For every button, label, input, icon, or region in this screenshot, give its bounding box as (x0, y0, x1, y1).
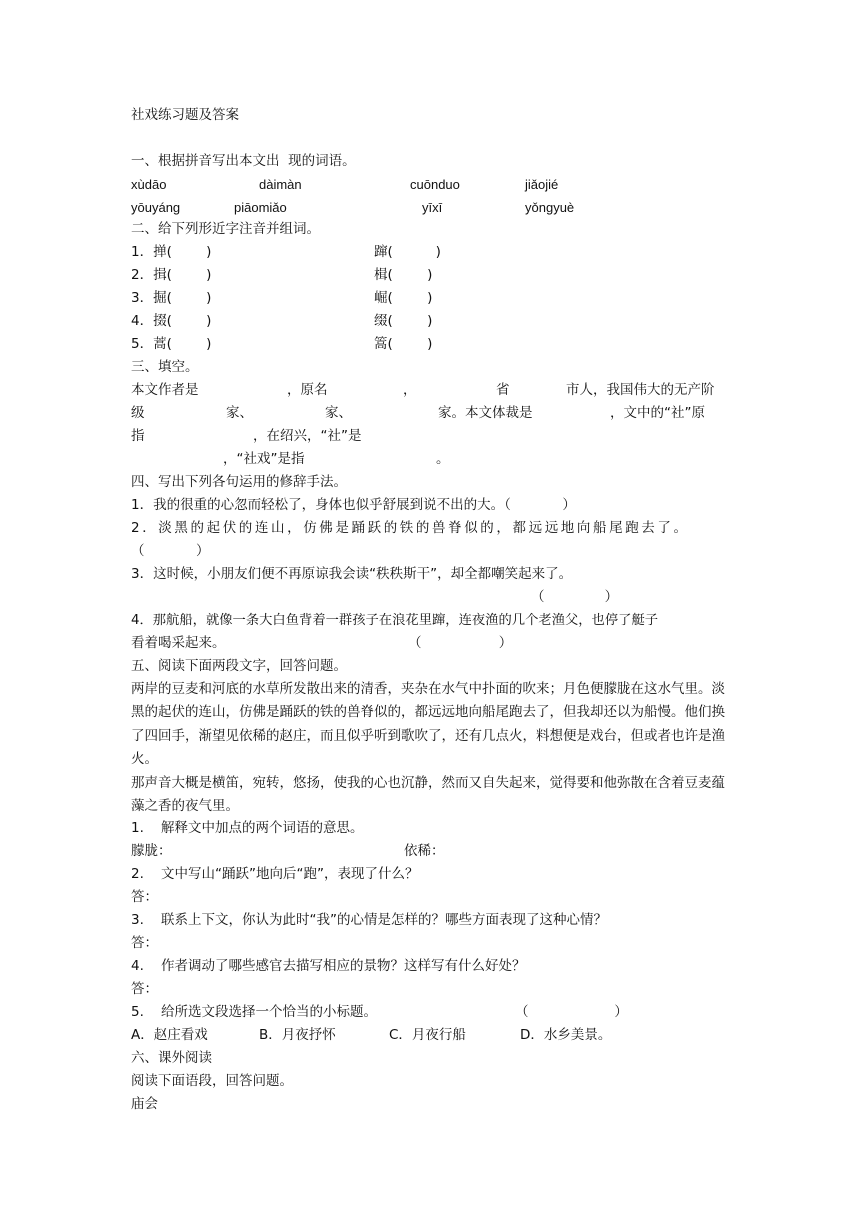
option-a: A．赵庄看戏 (131, 1027, 208, 1043)
question: 2. 文中写山“踊跃”地向后“跑”，表现了什么？ (131, 866, 419, 882)
fill-text: 市人，我国伟大的无产阶 (566, 382, 715, 398)
pinyin-item: yǒngyuè (525, 200, 575, 215)
rhetoric-question: 3．这时候，小朋友们便不再原谅我会读“秩秩斯干”，却全都嘲笑起来了。 (131, 566, 573, 582)
rhetoric-question: 2．淡黑的起伏的连山，仿佛是踊跃的铁的兽脊似的，都远远地向船尾跑去了。 (131, 520, 690, 536)
char-item: 蹿( ) (374, 244, 441, 260)
pinyin-item: piāomiǎo (234, 200, 287, 215)
fill-text: 家、 (325, 405, 352, 421)
fill-text: ，文中的“社”原 (610, 405, 705, 421)
fill-text: 家。本文体裁是 (438, 405, 533, 421)
char-item: 崛( ) (374, 290, 433, 306)
char-item: 5．蒿( ) (131, 336, 212, 352)
fill-text: ，“社戏”是指 (223, 451, 305, 467)
section-5-heading: 五、阅读下面两段文字，回答问题。 (131, 658, 347, 674)
char-item: 1．掸( ) (131, 244, 212, 260)
fill-text: 。 (436, 451, 450, 467)
pinyin-item: xùdāo (131, 177, 167, 192)
reading-passage: 那声音大概是横笛，宛转，悠扬，使我的心也沉静，然而又自失起来，觉得要和他弥散在含着豆麦蕴藻之香的夜气里。 (131, 775, 725, 815)
char-item: 4．掇( ) (131, 313, 212, 329)
fill-text: ，原名 (287, 382, 328, 398)
answer-label: 朦胧： (131, 843, 172, 859)
section-1-heading: 一、根据拼音写出本文出 现的词语。 (131, 153, 356, 169)
fill-text: 省 (496, 382, 510, 398)
section-4-heading: 四、写出下列各句运用的修辞手法。 (131, 474, 347, 490)
section-2-heading: 二、给下列形近字注音并组词。 (131, 221, 320, 237)
rhetoric-question: 1．我的很重的心忽而轻松了，身体也似乎舒展到说不出的大。（ ） (131, 497, 576, 513)
rhetoric-question: 看着喝采起来。 (131, 635, 226, 651)
char-item: 楫( ) (374, 267, 433, 283)
pinyin-item: yīxī (422, 200, 443, 215)
answer-paren: （ ） (531, 589, 619, 605)
fill-text: 家、 (226, 405, 253, 421)
reading-passage: 两岸的豆麦和河底的水草所发散出来的清香，夹杂在水气中扑面的吹来；月色便朦胧在这水气里。淡黑的起伏的连山，仿佛是踊跃的铁的兽脊似的，都远远地向船尾跑去了，但我却还以为船慢。他们换了四回手，渐望见依稀的赵庄，而且似乎听到歌吹了，还有几点火，料想便是戏台，但或者也许是渔火。 (131, 681, 725, 768)
answer-label: 答： (131, 981, 158, 997)
option-b: B．月夜抒怀 (259, 1027, 336, 1043)
question: 1. 解释文中加点的两个词语的意思。 (131, 820, 364, 836)
fill-text: ， (403, 382, 417, 398)
char-item: 缀( ) (374, 313, 433, 329)
answer-label: 依稀： (404, 843, 445, 859)
answer-paren: （ ） (131, 543, 210, 559)
document-title: 社戏练习题及答案 (131, 107, 239, 123)
option-d: D．水乡美景。 (520, 1027, 612, 1043)
option-c: C．月夜行船 (389, 1027, 466, 1043)
pinyin-item: cuōnduo (410, 177, 460, 192)
section-6-heading: 六、课外阅读 (131, 1050, 212, 1066)
char-item: 篙( ) (374, 336, 433, 352)
fill-text: ，在绍兴，“社”是 (253, 428, 362, 444)
pinyin-item: dàimàn (259, 177, 302, 192)
pinyin-item: yōuyáng (131, 200, 181, 215)
answer-label: 答： (131, 889, 158, 905)
char-item: 2．揖( ) (131, 267, 212, 283)
question: 3. 联系上下文，你认为此时“我”的心情是怎样的？哪些方面表现了这种心情？ (131, 912, 608, 928)
passage-title: 庙会 (131, 1096, 158, 1112)
char-item: 3．掘( ) (131, 290, 212, 306)
answer-paren: （ ） (408, 635, 513, 651)
reading-intro: 阅读下面语段，回答问题。 (131, 1073, 293, 1089)
fill-text: 级 (131, 405, 145, 421)
fill-text: 本文作者是 (131, 382, 199, 398)
question: 4. 作者调动了哪些感官去描写相应的景物？这样写有什么好处？ (131, 958, 526, 974)
rhetoric-question: 4．那航船，就像一条大白鱼背着一群孩子在浪花里蹿，连夜渔的几个老渔父，也停了艇子 (131, 613, 659, 628)
pinyin-item: jiǎojié (525, 177, 559, 192)
section-3-heading: 三、填空。 (131, 359, 199, 375)
answer-paren: （ ） (515, 1004, 628, 1020)
fill-text: 指 (131, 428, 145, 444)
answer-label: 答： (131, 935, 158, 951)
question: 5. 给所选文段选择一个恰当的小标题。 (131, 1004, 378, 1020)
